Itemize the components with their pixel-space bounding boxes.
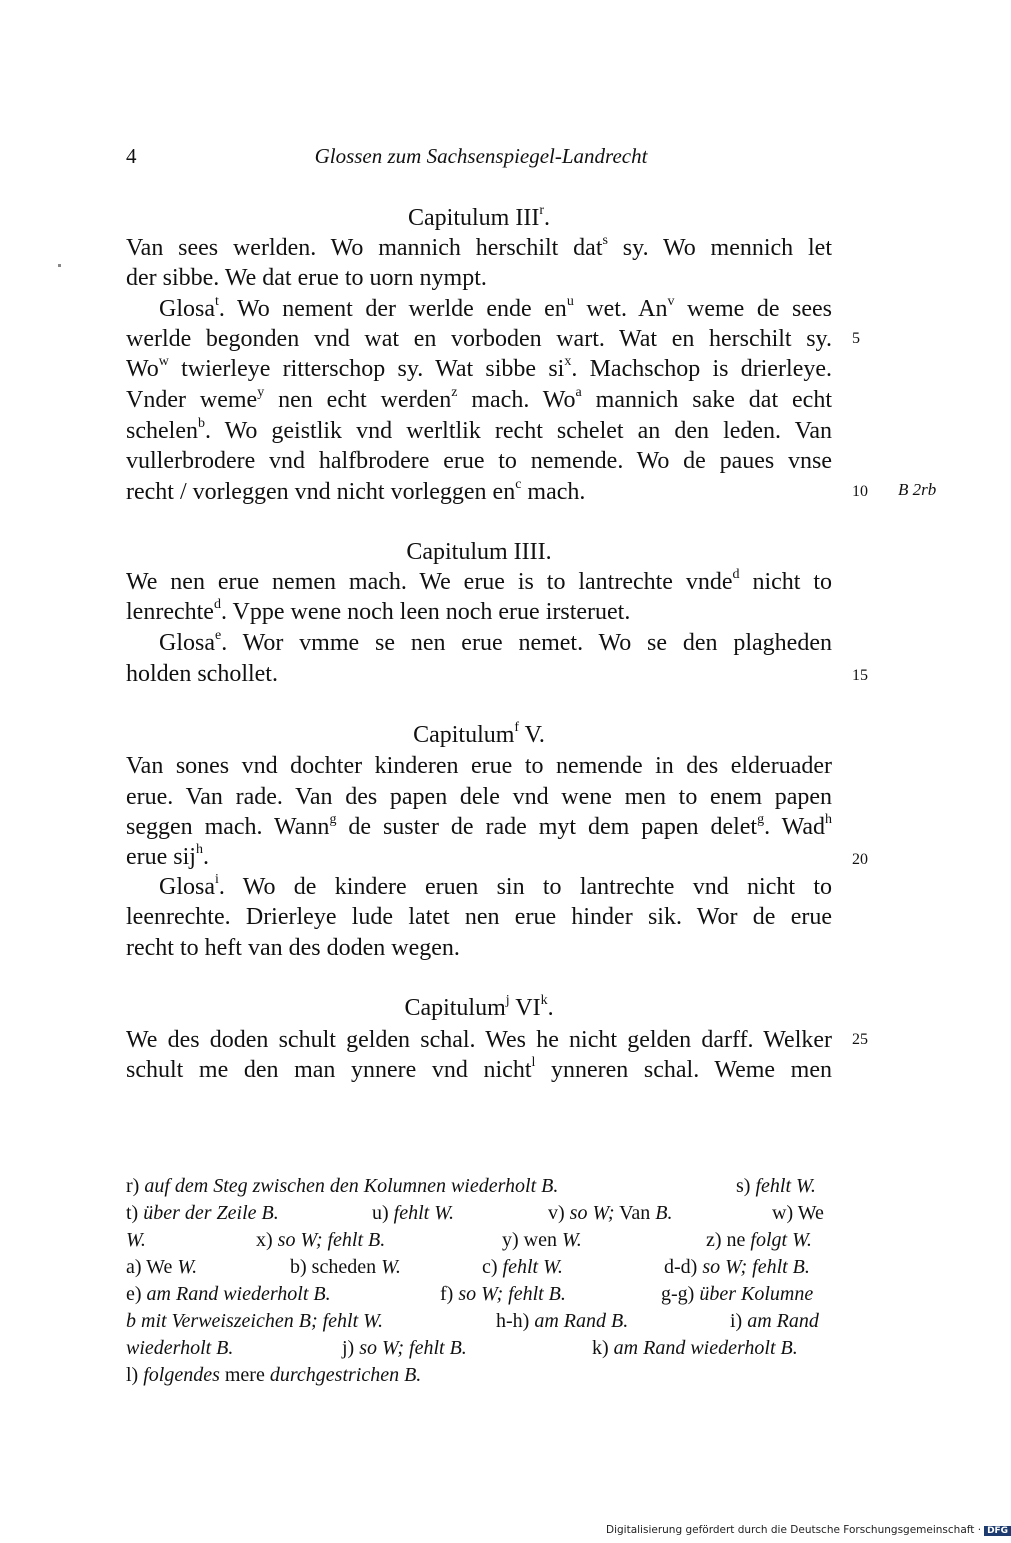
text-line: We des doden schult gelden schal. Wes he nicht gelden darff. Welker — [126, 1027, 832, 1053]
dfg-logo-icon: DFG — [984, 1526, 1011, 1536]
footnote-x: x) so W; fehlt B. — [256, 1229, 386, 1251]
text-line: Glosa$^i$. Wo de kindere eruen sin to lantrechte vnd nicht to — [159, 872, 832, 900]
footnote-marker: j — [505, 993, 510, 1008]
text-line: schult me den man ynnere vnd nicht$^l$ ynneren schal. Weme men — [126, 1055, 833, 1083]
footnote-marker: f — [514, 720, 520, 735]
footnote-g-g-continued: b mit Verweiszeichen B; fehlt W. — [126, 1310, 383, 1332]
footnote-marker: r — [539, 203, 544, 218]
footnote-j: j) so W; fehlt B. — [342, 1337, 467, 1359]
chapter-heading: Capitulum IIII. — [406, 539, 552, 565]
text-line: werlde begonden vnd wat en vorboden wart. Wat en herschilt sy. — [126, 326, 832, 352]
running-header — [126, 144, 836, 174]
footnote-line — [126, 1335, 832, 1362]
text-line: holden schollet. — [126, 661, 278, 687]
footnote-marker: w — [158, 354, 169, 369]
footnote-marker: x — [564, 354, 572, 369]
footnote-y: y) wen W. — [502, 1229, 582, 1251]
text-line: leenrechte. Drierleye lude latet nen erue hinder sik. Wor de erue — [126, 904, 832, 930]
footnote-w: w) We — [772, 1202, 824, 1224]
footnote-line — [126, 1308, 832, 1335]
text-line: erue sij$^h$. — [126, 842, 209, 870]
footnote-u: u) fehlt W. — [372, 1202, 455, 1224]
footnote-i-continued: wiederholt B. — [126, 1337, 234, 1359]
footnote-marker: e — [215, 628, 222, 643]
text-line: schelen$^b$. Wo geistlik vnd werltlik recht schelet an den leden. Van — [126, 416, 832, 444]
footnote-marker: k — [540, 993, 548, 1008]
text-line: Vnder weme$^y$ nen echt werden$^z$ mach. Wo$^a$ mannich sake dat echt — [126, 385, 833, 413]
text-line: vullerbrodere vnd halfbrodere erue to nemende. Wo de paues vnse — [126, 448, 832, 474]
margin-folio-reference: B 2rb — [898, 480, 937, 499]
page-number: 4 — [126, 144, 137, 168]
footnote-line — [126, 1362, 832, 1389]
text-line: Van sones vnd dochter kinderen erue to nemende in des elderuader — [126, 753, 832, 779]
text-line: Wo$^w$ twierleye ritterschop sy. Wat sibbe $si^x$. Machschop is drierleye. — [126, 354, 833, 382]
text-line: seggen mach. Wann$^g$ de suster de rade myt dem papen delet$^g$. Wad$^h$ — [126, 812, 832, 840]
footnote-d-d: d-d) so W; fehlt B. — [664, 1256, 810, 1278]
footnote-a: a) We W. — [126, 1256, 198, 1278]
footnote-line — [126, 1200, 832, 1227]
footnote-line — [126, 1281, 832, 1308]
line-number: 15 — [852, 667, 868, 684]
footnote-marker: g — [329, 812, 337, 827]
footnote-v: v) so W; Van B. — [548, 1202, 673, 1224]
footnote-k: k) am Rand wiederholt B. — [592, 1337, 798, 1359]
text-line: erue. Van rade. Van des papen dele vnd wene men to enem papen — [126, 784, 832, 810]
footnote-t: t) über der Zeile B. — [126, 1202, 279, 1224]
footnote-marker: s — [602, 233, 608, 248]
scan-speck — [58, 264, 61, 267]
footnote-z: z) ne folgt W. — [706, 1229, 812, 1251]
chapter-heading: Capitulum$^f$ V. — [413, 720, 545, 748]
footnote-line — [126, 1254, 832, 1281]
line-number: 10 — [852, 483, 868, 500]
line-number: 20 — [852, 851, 868, 868]
text-line: Van sees werlden. Wo mannich herschilt dat$^s$ sy. Wo mennich let — [126, 233, 832, 261]
footnote-h-h: h-h) am Rand B. — [496, 1310, 629, 1332]
footnote-marker: u — [566, 294, 574, 309]
digitization-credit: Digitalisierung gefördert durch die Deutsche Forschungsgemeinschaft · DFG — [606, 1524, 1011, 1536]
footnote-marker: v — [667, 294, 675, 309]
footnote-marker: a — [575, 385, 582, 400]
footnote-l: l) folgendes mere durchgestrichen B. — [126, 1364, 422, 1386]
footnote-marker: l — [531, 1055, 536, 1070]
footnote-w-continued: W. — [126, 1229, 146, 1251]
footnote-e: e) am Rand wiederholt B. — [126, 1283, 331, 1305]
line-number: 5 — [852, 330, 860, 347]
footnote-c: c) fehlt W. — [482, 1256, 563, 1278]
text-line: der sibbe. We dat erue to uorn nympt. — [126, 265, 487, 291]
text-line: Glosa$^e$. Wor vmme se nen erue nemet. Wo se den plagheden — [159, 628, 832, 656]
footnote-marker: i — [215, 872, 219, 887]
footnote-line — [126, 1173, 832, 1200]
footnote-marker: y — [257, 385, 265, 400]
chapter-heading: Capitulum$^j$ $VI^k$. — [404, 993, 554, 1021]
footnote-r: r) auf dem Steg zwischen den Kolumnen wiederholt B. — [126, 1175, 559, 1197]
footnote-marker: h — [195, 842, 203, 857]
footnote-marker: b — [197, 416, 205, 431]
text-line: lenrechte$^d$. Vppe wene noch leen noch erue irsteruet. — [126, 597, 631, 625]
chapter-heading: Capitulum III$^r$. — [408, 203, 550, 231]
footnote-b: b) scheden W. — [290, 1256, 401, 1278]
text-line: Glosa$^t$. Wo nement der werlde ende $en^u$ wet. An$^v$ weme de sees — [159, 294, 832, 322]
footnote-f: f) so W; fehlt B. — [440, 1283, 566, 1305]
footnote-marker: d — [732, 567, 740, 582]
footnote-marker: z — [451, 385, 458, 400]
footnote-line — [126, 1227, 832, 1254]
footnote-marker: g — [757, 812, 765, 827]
footnote-i: i) am Rand — [730, 1310, 819, 1332]
footnote-marker: h — [825, 812, 832, 827]
footnote-s: s) fehlt W. — [736, 1175, 816, 1197]
footnote-marker: t — [215, 294, 219, 309]
footnote-marker: c — [515, 477, 522, 492]
footnote-marker: d — [213, 597, 221, 612]
text-line: recht / vorleggen vnd nicht vorleggen $en^c$ mach. — [126, 477, 586, 505]
line-number: 25 — [852, 1031, 868, 1048]
text-line: We nen erue nemen mach. We erue is to lantrechte vnde$^d$ nicht to — [126, 567, 832, 595]
footnote-g-g: g-g) über Kolumne — [661, 1283, 814, 1305]
text-line: recht to heft van des doden wegen. — [126, 935, 460, 961]
running-title: Glossen zum Sachsenspiegel-Landrecht — [314, 144, 648, 168]
